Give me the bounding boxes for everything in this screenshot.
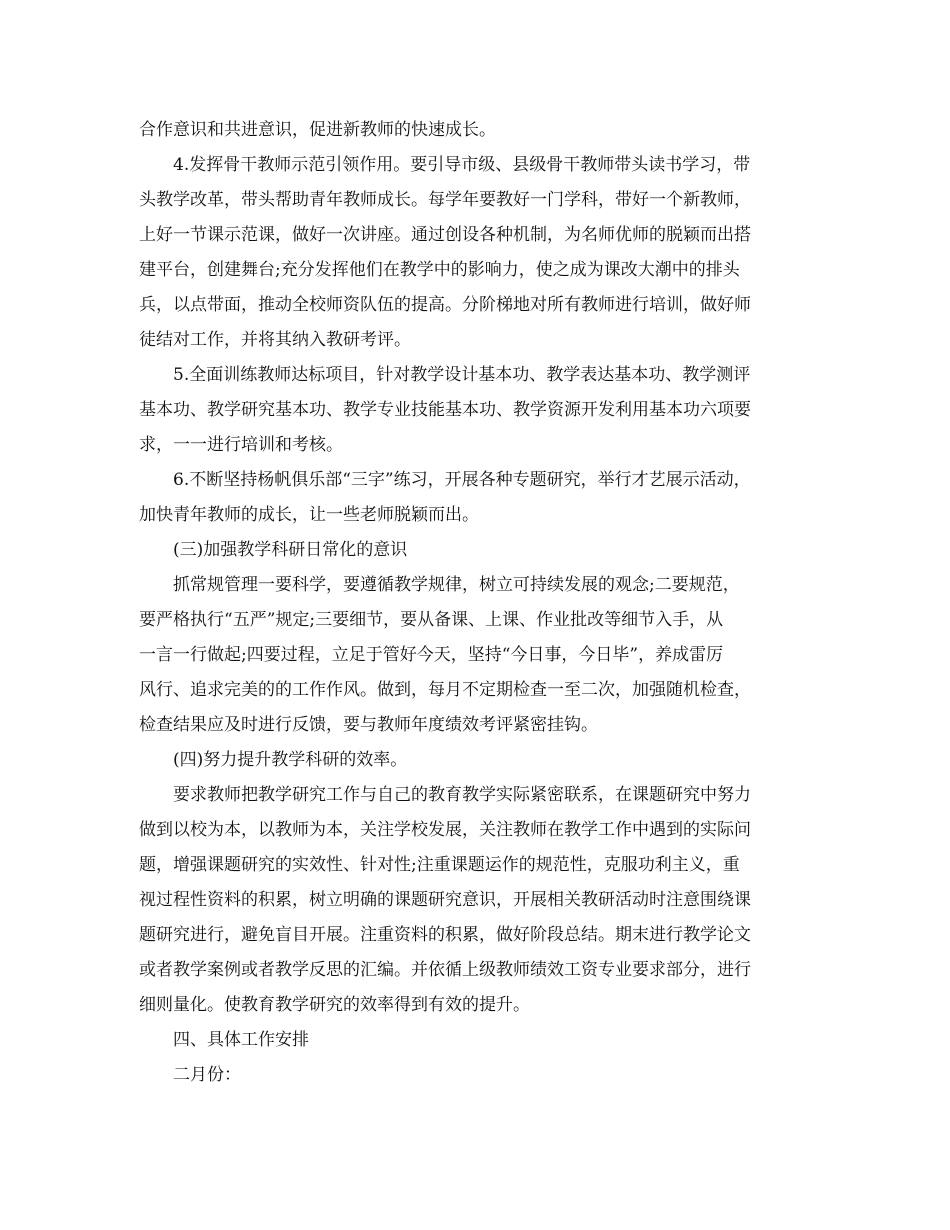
text-line: 细则量化。使教育教学研究的效率得到有效的提升。 xyxy=(139,995,530,1015)
text-line: 4.发挥骨干教师示范引领作用。要引导市级、县级骨干教师带头读书学习，带 xyxy=(173,155,751,175)
text-line: 徒结对工作，并将其纳入教研考评。 xyxy=(139,330,411,350)
text-line: 一言一行做起;四要过程，立足于管好今天，坚持“今日事，今日毕”，养成雷厉 xyxy=(139,645,724,665)
text-line: 题研究进行，避免盲目开展。注重资料的积累，做好阶段总结。期末进行教学论文 xyxy=(139,925,751,945)
text-line: 题，增强课题研究的实效性、针对性;注重课题运作的规范性，克服功利主义，重 xyxy=(139,855,740,875)
section-heading: (四)努力提升教学科研的效率。 xyxy=(173,750,408,770)
text-line: 5.全面训练教师达标项目，针对教学设计基本功、教学表达基本功、教学测评 xyxy=(173,365,751,385)
text-line: 6.不断坚持杨帆俱乐部“三字”练习，开展各种专题研究，举行才艺展示活动， xyxy=(173,470,751,490)
text-line: 抓常规管理一要科学，要遵循教学规律，树立可持续发展的观念;二要规范， xyxy=(173,575,740,595)
text-line: 求，一一进行培训和考核。 xyxy=(139,435,343,455)
text-line: 风行、追求完美的的工作作风。做到，每月不定期检查一至二次，加强随机检查， xyxy=(139,680,751,700)
text-line: 基本功、教学研究基本功、教学专业技能基本功、教学资源开发利用基本功六项要 xyxy=(139,400,751,420)
text-line: 或者教学案例或者教学反思的汇编。并依循上级教师绩效工资专业要求部分，进行 xyxy=(139,960,751,980)
section-heading: (三)加强教学科研日常化的意识 xyxy=(173,540,408,560)
text-line: 兵，以点带面，推动全校师资队伍的提高。分阶梯地对所有教师进行培训，做好师 xyxy=(139,295,751,315)
section-heading: 四、具体工作安排 xyxy=(173,1030,309,1050)
text-line: 检查结果应及时进行反馈，要与教师年度绩效考评紧密挂钩。 xyxy=(139,715,598,735)
text-line: 上好一节课示范课，做好一次讲座。通过创设各种机制，为名师优师的脱颖而出搭 xyxy=(139,225,751,245)
subsection-heading: 二月份： xyxy=(173,1065,241,1085)
text-line: 视过程性资料的积累，树立明确的课题研究意识，开展相关教研活动时注意围绕课 xyxy=(139,890,751,910)
text-line: 要求教师把教学研究工作与自己的教育教学实际紧密联系，在课题研究中努力 xyxy=(173,785,751,805)
text-line: 头教学改革，带头帮助青年教师成长。每学年要教好一门学科，带好一个新教师， xyxy=(139,190,751,210)
text-line: 做到以校为本，以教师为本，关注学校发展，关注教师在教学工作中遇到的实际问 xyxy=(139,820,751,840)
text-line: 合作意识和共进意识，促进新教师的快速成长。 xyxy=(139,120,496,140)
text-line: 建平台，创建舞台;充分发挥他们在教学中的影响力，使之成为课改大潮中的排头 xyxy=(139,260,740,280)
text-line: 要严格执行“五严”规定;三要细节，要从备课、上课、作业批改等细节入手，从 xyxy=(139,610,724,630)
text-line: 加快青年教师的成长，让一些老师脱颖而出。 xyxy=(139,505,479,525)
